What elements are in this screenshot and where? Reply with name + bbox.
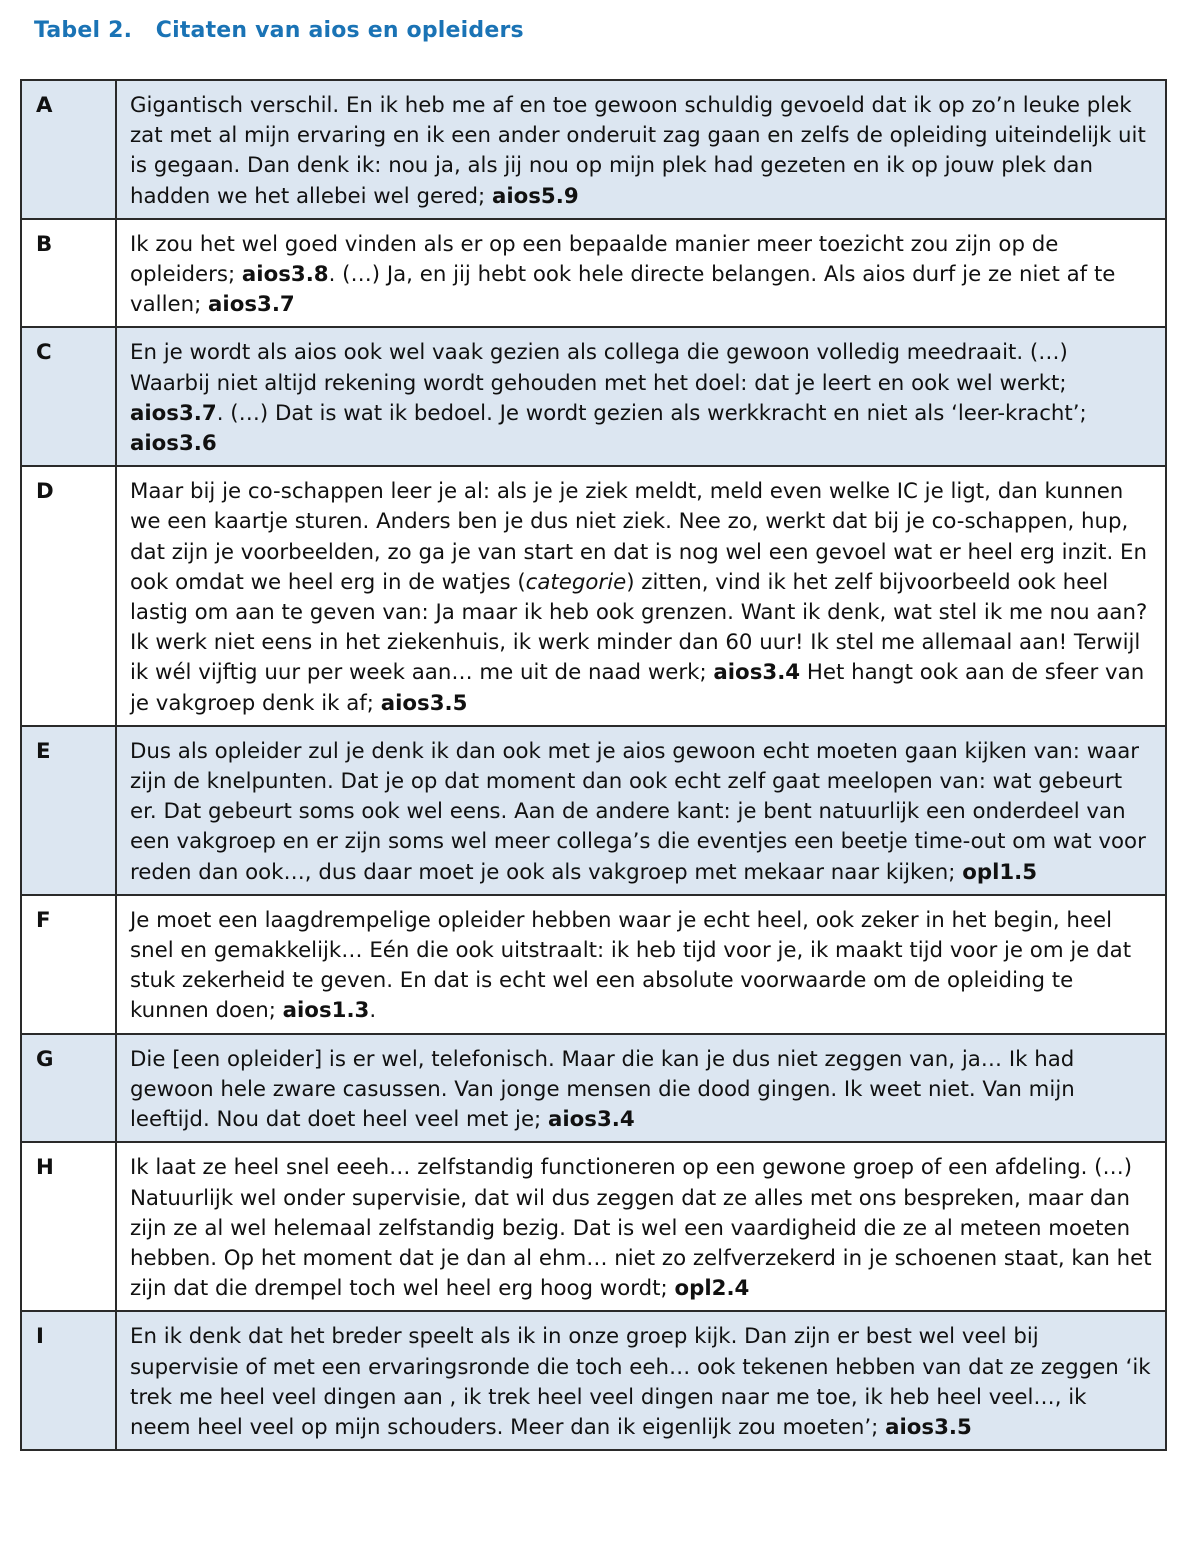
respondent-code: aios5.9: [491, 183, 579, 209]
quote-text: ) zitten, vind ik het zelf bijvoorbeeld ook heel lastig om aan te geven van: Ja maar ik heb ook grenzen. Want ik denk, wat stel ik me nou aan? Ik werk niet eens in het ziekenhuis, ik werk minder dan 60 uur! Ik stel me allemaal aan! Terwijl ik wél vijftig uur per week aan… me uit de naad werk;: [130, 569, 1148, 686]
quote-text: . (…) Ja, en jij hebt ook hele directe belangen. Als aios durf je ze niet af te vallen;: [130, 262, 1116, 318]
table-row-c: [21, 327, 1166, 466]
respondent-code: opl1.5: [962, 859, 1038, 885]
table-row-i: [21, 1311, 1166, 1450]
quote-italic-term: categorie: [525, 569, 627, 595]
table-row-e: [21, 726, 1166, 895]
row-letter: D: [21, 466, 116, 726]
respondent-code: aios3.6: [130, 431, 217, 457]
respondent-code: aios3.5: [885, 1414, 972, 1440]
quote-cell: [116, 1311, 1166, 1450]
respondent-code: aios1.3: [282, 998, 370, 1024]
quote-text: Maar bij je co-schappen leer je al: als je je ziek meldt, meld even welke IC je ligt, dan kunnen we een kaartje sturen. Anders ben je dus niet ziek. Nee zo, werkt dat bij je co-schappen, hup, dat zijn je voorbeelden, zo ga je van start en dat is nog wel een gevoel wat er heel erg inzit. En ook omdat we heel erg in de watjes (: [130, 479, 1147, 595]
row-letter: F: [21, 895, 116, 1034]
respondent-code: aios3.7: [208, 292, 295, 318]
quote-text: Ik laat ze heel snel eeeh… zelfstandig functioneren op een gewone groep of een afdeling. (…) Natuurlijk wel onder supervisie, dat wil dus zeggen dat ze alles met ons bespreken, maar dan zijn ze al wel helemaal zelfstandig bezig. Dat is wel een vaardigheid die ze al meteen moeten hebben. Op het moment dat je dan al ehm… niet zo zelfverzekerd in je schoenen staat, kan het zijn dat die drempel toch wel heel erg hoog wordt;: [130, 1155, 1152, 1302]
quote-text: Die [een opleider] is er wel, telefonisch. Maar die kan je dus niet zeggen van, ja… Ik had gewoon hele zware casussen. Van jonge mensen die dood gingen. Ik weet niet. Van mijn leeftijd. Nou dat doet heel veel met je;: [130, 1046, 1075, 1133]
table-row-f: [21, 895, 1166, 1034]
respondent-code: aios3.4: [713, 660, 801, 686]
respondent-code: aios3.7: [130, 400, 217, 426]
quotes-table: [20, 79, 1167, 1451]
row-letter: E: [21, 726, 116, 895]
quote-cell: [116, 1034, 1166, 1143]
quote-text: Het hangt ook aan de sfeer van je vakgroep denk ik af;: [130, 660, 1145, 716]
quote-cell: [116, 327, 1166, 466]
quote-cell: [116, 726, 1166, 895]
quote-text: En je wordt als aios ook wel vaak gezien als collega die gewoon volledig meedraait. (…) Waarbij niet altijd rekening wordt gehouden met het doel: dat je leert en ook wel werkt;: [130, 340, 1068, 396]
quote-text: Je moet een laagdrempelige opleider hebben waar je echt heel, ook zeker in het begin, heel snel en gemakkelijk… Eén die ook uitstraalt: ik heb tijd voor je, ik maakt tijd voor je om je dat stuk zekerheid te geven. En dat is echt wel een absolute voorwaarde om de opleiding te kunnen doen;: [130, 907, 1132, 1024]
quote-text: .: [369, 998, 377, 1024]
quote-text: Gigantisch verschil. En ik heb me af en toe gewoon schuldig gevoeld dat ik op zo’n leuke plek zat met al mijn ervaring en ik een ander onderuit zag gaan en zelfs de opleiding uiteindelijk uit is gegaan. Dan denk ik: nou ja, als jij nou op mijn plek had gezeten en ik op jouw plek dan hadden we het allebei wel gered;: [130, 93, 1146, 209]
table-row-h: [21, 1142, 1166, 1311]
respondent-code: aios3.8: [241, 262, 329, 288]
quote-cell: [116, 80, 1166, 219]
quote-cell: [116, 219, 1166, 328]
respondent-code: opl2.4: [674, 1276, 750, 1302]
quote-text: En ik denk dat het breder speelt als ik in onze groep kijk. Dan zijn er best wel veel bij supervisie of met een ervaringsronde die toch eeh… ook tekenen hebben van dat ze zeggen ‘ik trek me heel veel dingen aan , ik trek heel veel dingen naar me toe, ik heb heel veel…, ik neem heel veel op mijn schouders. Meer dan ik eigenlijk zou moeten’;: [130, 1324, 1151, 1440]
quote-text: . (…) Dat is wat ik bedoel. Je wordt gezien als werkkracht en niet als ‘leer-kracht’;: [216, 400, 1087, 426]
quote-cell: [116, 895, 1166, 1034]
table-row-g: [21, 1034, 1166, 1143]
table-row-a: [21, 80, 1166, 219]
row-letter: H: [21, 1142, 116, 1311]
quote-cell: [116, 466, 1166, 726]
respondent-code: aios3.5: [380, 690, 468, 716]
respondent-code: aios3.4: [548, 1107, 635, 1133]
row-letter: B: [21, 219, 116, 328]
quote-cell: [116, 1142, 1166, 1311]
row-letter: G: [21, 1034, 116, 1143]
table-title: Tabel 2. Citaten van aios en opleiders: [34, 18, 524, 43]
table-row-d: [21, 466, 1166, 726]
table-row-b: [21, 219, 1166, 328]
quote-text: Dus als opleider zul je denk ik dan ook met je aios gewoon echt moeten gaan kijken van: waar zijn de knelpunten. Dat je op dat moment dan ook echt zelf gaat meelopen van: wat gebeurt er. Dat gebeurt soms ook wel eens. Aan de andere kant: je bent natuurlijk een onderdeel van een vakgroep en er zijn soms wel meer collega’s die eventjes een beetje time-out om wat voor reden dan ook…, dus daar moet je ook als vakgroep met mekaar naar kijken;: [130, 738, 1146, 885]
row-letter: I: [21, 1311, 116, 1450]
row-letter: C: [21, 327, 116, 466]
quote-text: Ik zou het wel goed vinden als er op een bepaalde manier meer toezicht zou zijn op de opleiders;: [130, 231, 1059, 288]
row-letter: A: [21, 80, 116, 219]
